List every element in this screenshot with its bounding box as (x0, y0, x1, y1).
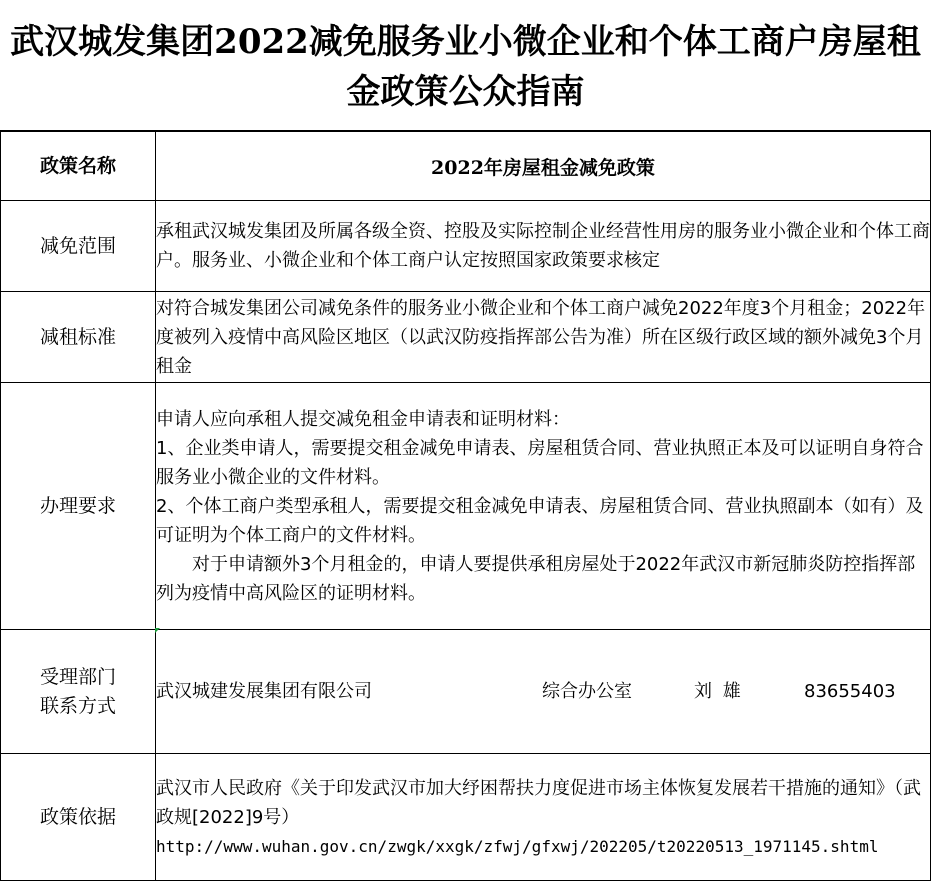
table-row-department (1, 630, 931, 754)
table-row-standard (1, 292, 931, 383)
contact-phone: 83655403 (804, 681, 896, 702)
page-title: 武汉城发集团2022减免服务业小微企业和个体工商户房屋租金政策公众指南 (0, 0, 931, 131)
scope-text: 承租武汉城发集团及所属各级全资、控股及实际控制企业经营性用房的服务业小微企业和个体工商户。服务业、小微企业和个体工商户认定按照国家政策要求核定 (156, 201, 931, 292)
header-value: 2022年房屋租金减免政策 (156, 132, 931, 201)
contact-office: 综合办公室 (542, 681, 632, 702)
scope-label: 减免范围 (1, 201, 156, 292)
requirements-label: 办理要求 (1, 383, 156, 630)
cell-corner-marker (155, 628, 160, 633)
standard-text: 对符合城发集团公司减免条件的服务业小微企业和个体工商户减免2022年度3个月租金；2022年度被列入疫情中高风险区地区（以武汉防疫指挥部公告为准）所在区级行政区域的额外减免3个月租金 (156, 292, 931, 383)
table-row-requirements (1, 383, 931, 630)
basis-content (156, 754, 931, 881)
requirements-intro: 申请人应向承租人提交减免租金申请表和证明材料： (156, 408, 570, 430)
basis-url: http://www.wuhan.gov.cn/zwgk/xxgk/zfwj/gfxwj/202205/t20220513_1971145.shtml (156, 836, 879, 856)
department-label-line2: 联系方式 (39, 694, 116, 717)
policy-table (0, 131, 931, 881)
table-row-scope (1, 201, 931, 292)
table-row-basis (1, 754, 931, 881)
contact-person: 刘雄 (694, 681, 752, 702)
header-label: 政策名称 (1, 132, 156, 201)
requirements-extra: 对于申请额外3个月租金的，申请人要提供承租房屋处于2022年武汉市新冠肺炎防控指挥部列为疫情中高风险区的证明材料。 (156, 553, 916, 604)
contact-line (156, 677, 930, 706)
department-label (1, 630, 156, 754)
requirements-item-1: 1、企业类申请人，需要提交租金减免申请表、房屋租赁合同、营业执照正本及可以证明自身符合服务业小微企业的文件材料。 (156, 437, 924, 488)
department-label-line1: 受理部门 (39, 665, 116, 688)
requirements-item-2: 2、个体工商户类型承租人，需要提交租金减免申请表、房屋租赁合同、营业执照副本（如有）及可证明为个体工商户的文件材料。 (156, 495, 924, 546)
table-row-header (1, 132, 931, 201)
requirements-content (156, 383, 931, 630)
department-contact (156, 630, 931, 754)
contact-company: 武汉城建发展集团有限公司 (156, 681, 372, 702)
basis-label: 政策依据 (1, 754, 156, 881)
basis-text: 武汉市人民政府《关于印发武汉市加大纾困帮扶力度促进市场主体恢复发展若干措施的通知》（武政规[2022]9号） (156, 777, 921, 828)
standard-label: 减租标准 (1, 292, 156, 383)
